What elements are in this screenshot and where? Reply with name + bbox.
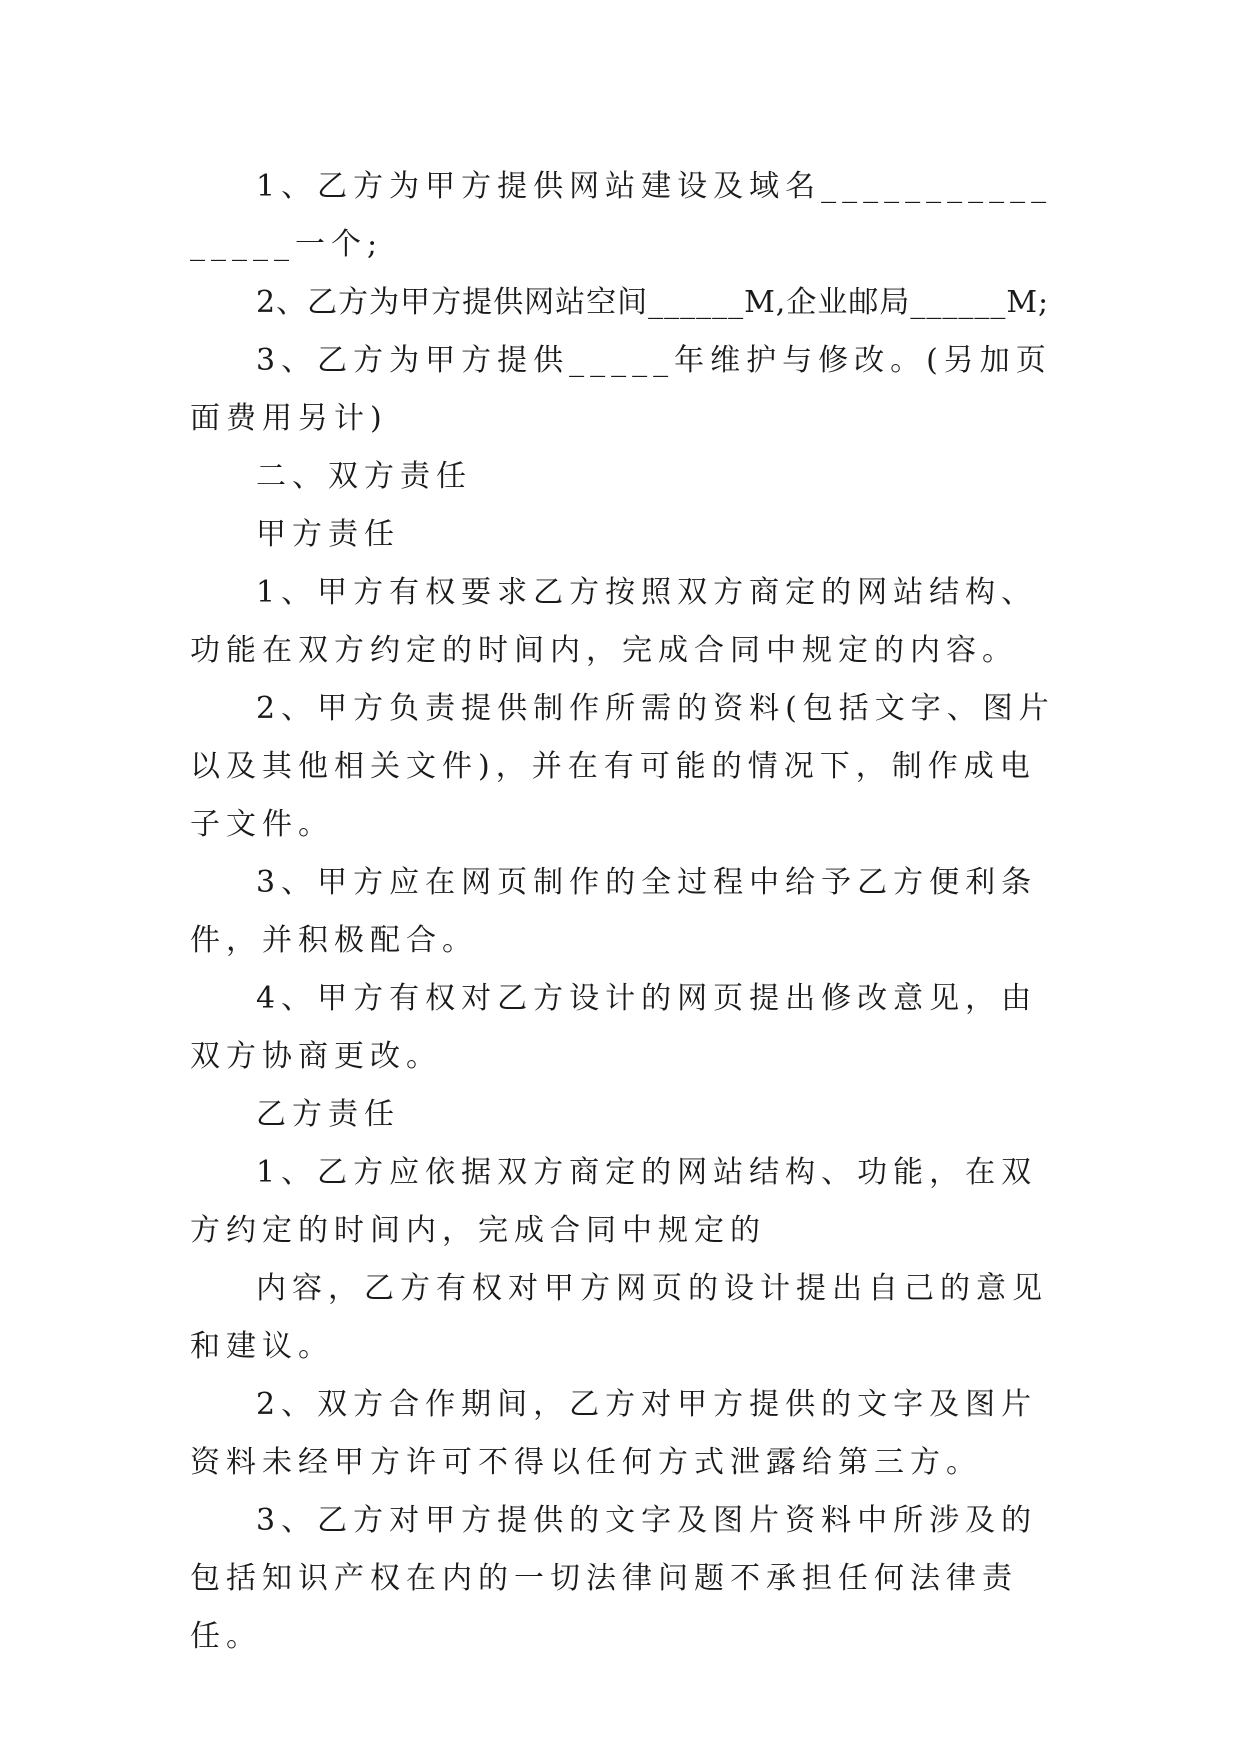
section-heading-responsibilities: 二、双方责任 (256, 459, 472, 494)
paragraph-party-a-3: 3、甲方应在网页制作的全过程中给予乙方便利条件，并积极配合。 (190, 865, 1038, 958)
subheading-party-b: 乙方责任 (256, 1097, 400, 1132)
paragraph-party-a-1: 1、甲方有权要求乙方按照双方商定的网站结构、功能在双方约定的时间内，完成合同中规定的内容。 (190, 575, 1038, 668)
paragraph-service-domain: 1、乙方为甲方提供网站建设及域名________________一个; (190, 169, 1053, 262)
paragraph-party-a-4: 4、甲方有权对乙方设计的网页提出修改意见，由双方协商更改。 (190, 981, 1038, 1074)
paragraph-party-b-1-continued: 内容，乙方有权对甲方网页的设计提出自己的意见和建议。 (190, 1271, 1048, 1364)
paragraph-party-b-2: 2、双方合作期间，乙方对甲方提供的文字及图片资料未经甲方许可不得以任何方式泄露给第三方。 (190, 1387, 1038, 1480)
document-body (190, 158, 1060, 1666)
paragraph-service-maintenance: 3、乙方为甲方提供_____年维护与修改。(另加页面费用另计) (190, 343, 1052, 436)
paragraph-service-space: 2、乙方为甲方提供网站空间______M,企业邮局______M; (256, 285, 1050, 320)
paragraph-party-b-3: 3、乙方对甲方提供的文字及图片资料中所涉及的包括知识产权在内的一切法律问题不承担任何法律责任。 (190, 1503, 1038, 1654)
subheading-party-a: 甲方责任 (256, 517, 400, 552)
paragraph-party-a-2: 2、甲方负责提供制作所需的资料(包括文字、图片以及其他相关文件)，并在有可能的情况下，制作成电子文件。 (190, 691, 1055, 842)
paragraph-party-b-1: 1、乙方应依据双方商定的网站结构、功能，在双方约定的时间内，完成合同中规定的 (190, 1155, 1038, 1248)
